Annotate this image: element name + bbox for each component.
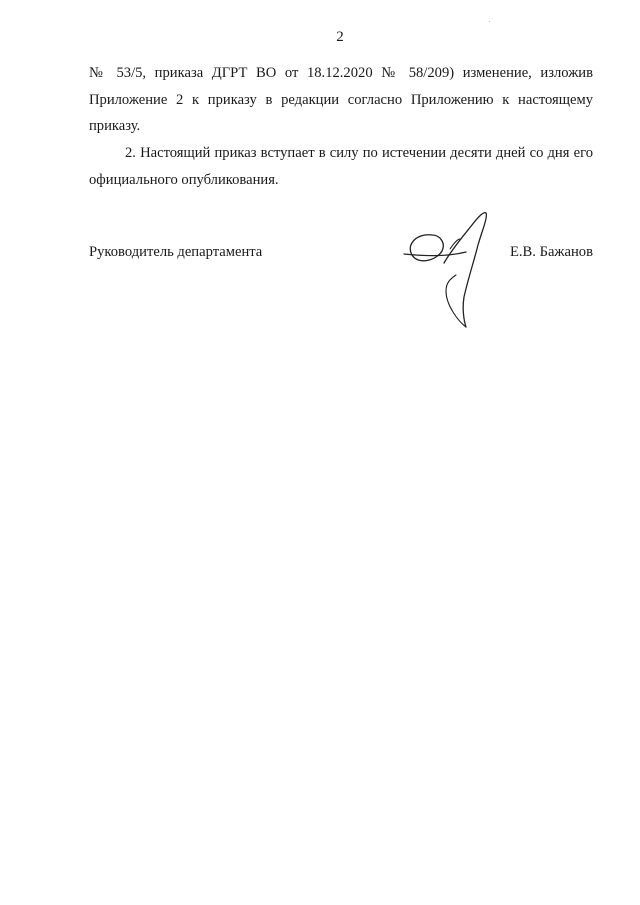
scan-artifact-dot bbox=[489, 21, 490, 22]
paragraph-effective-date: 2. Настоящий приказ вступает в силу по истечении десяти дней со дня его официального опубликования. bbox=[89, 145, 593, 188]
page-number: 2 bbox=[336, 29, 344, 45]
paragraph-continuation: № 53/5, приказа ДГРТ ВО от 18.12.2020 № 58/209) изменение, изложив Приложение 2 к приказу в редакции согласно Приложению к настоящему приказу. bbox=[89, 65, 593, 134]
signatory-name: Е.В. Бажанов bbox=[509, 244, 593, 260]
signature-row bbox=[89, 244, 593, 270]
handwritten-signature-icon bbox=[402, 205, 502, 333]
signatory-title: Руководитель департамента bbox=[89, 244, 263, 260]
